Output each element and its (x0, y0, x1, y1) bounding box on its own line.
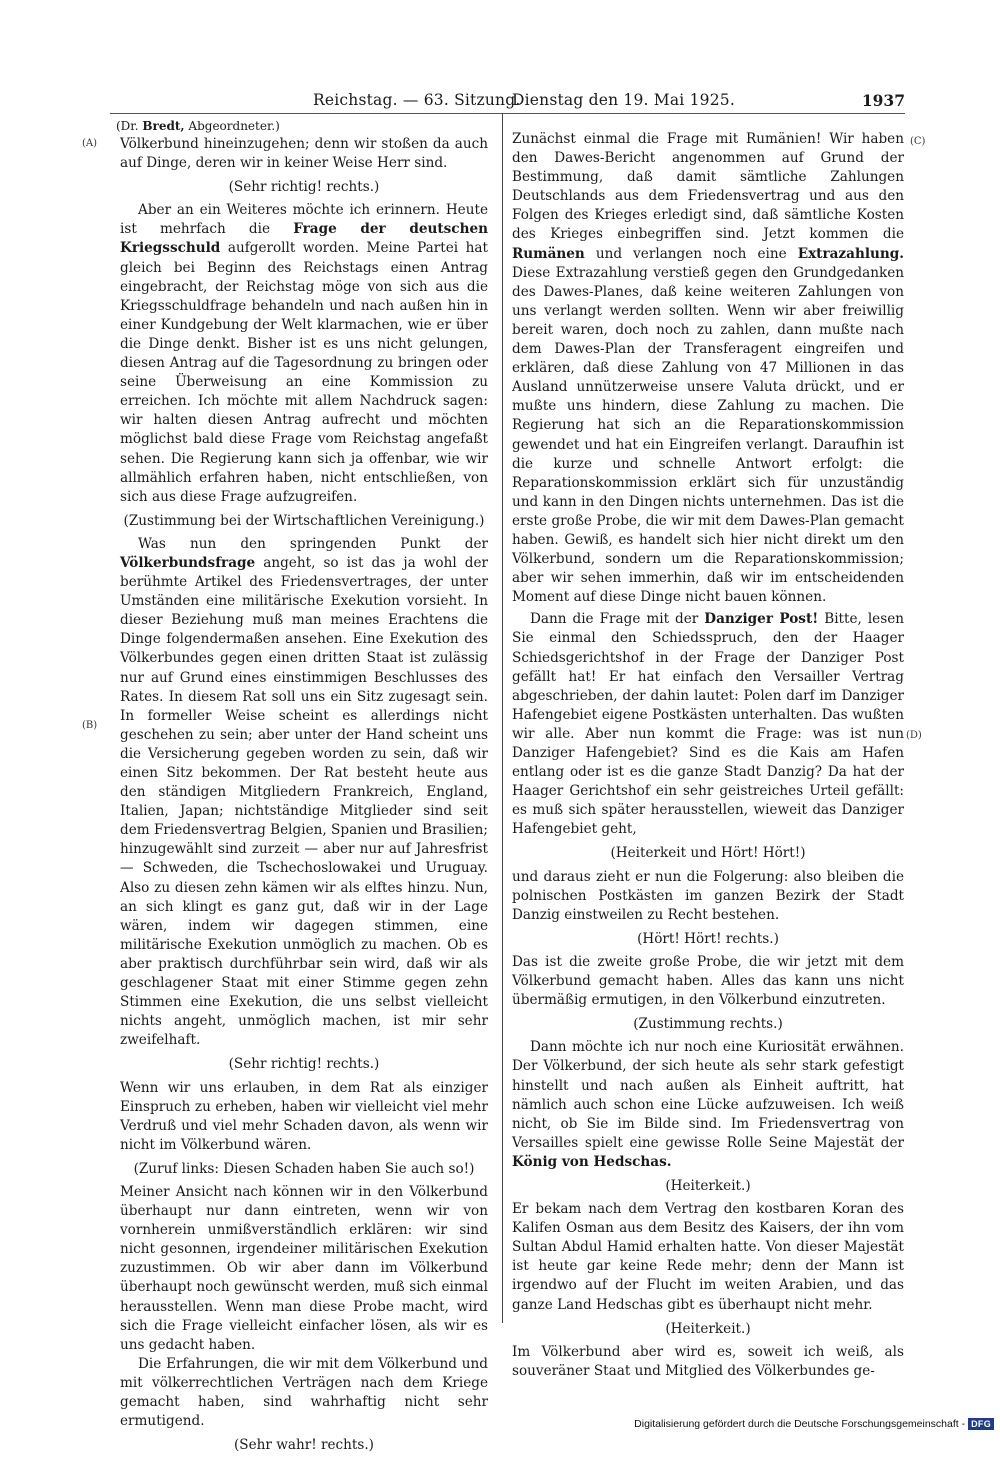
interjection: (Hört! Hört! rechts.) (637, 930, 779, 947)
page-number: 1937 (861, 91, 905, 110)
right-column (512, 130, 904, 1381)
bold-term: König von Hedschas. (512, 1153, 672, 1170)
speaker-line (116, 118, 488, 135)
bold-term: Frage der deutschen Kriegsschuld (120, 221, 489, 257)
paragraph: Er bekam nach dem Vertrag den kostbaren Koran des Kalifen Osman aus dem Besitz des Kaisers, der ihn vom Sultan Abdul Hamid erhalten hatte. Von dieser Majestät ist heute gar keine Rede mehr; denn der Mann ist irgendwo auf der Flucht im weiten Arabien, und das ganze Land Hedschas gibt es überhaupt nicht mehr. (512, 1201, 904, 1313)
margin-mark-c: (C) (910, 136, 926, 147)
left-column (116, 118, 489, 1459)
header-date: Dienstag den 19. Mai 1925. (512, 91, 735, 109)
column-divider (502, 113, 503, 1323)
speaker-prefix: (Dr. (116, 119, 139, 133)
interjection: (Zuruf links: Diesen Schaden haben Sie auch so!) (133, 1160, 475, 1177)
paragraph: Dann möchte ich nur noch eine Kuriosität erwähnen. Der Völkerbund, der sich heute als sehr stark gefestigt hinstellt und nach außen als Einheit auftritt, hat nämlich auch schon eine Lücke aufzuweisen. Ich weiß nicht, ob Sie im Bilde sind. Im Friedensvertrag von Versailles spielt eine gewisse Rolle Seine Majestät der König von Hedschas. (512, 1039, 904, 1170)
interjection: (Sehr wahr! rechts.) (234, 1437, 374, 1454)
paragraph: und daraus zieht er nun die Folgerung: also bleiben die polnischen Postkästen im ganzen Bezirk der Stadt Danzig einstweilen zu Recht bestehen. (512, 868, 904, 923)
paragraph: Aber an ein Weiteres möchte ich erinnern. Heute ist mehrfach die Frage der deutschen Kriegsschuld aufgerollt worden. Meine Partei hat gleich bei Beginn des Reichstags einen Antrag eingebracht, der Reichstag möge von sich aus die Kriegsschuldfrage behandeln und nach außen hin in einer Kundgebung der Welt klarmachen, wie er über die Dinge denkt. Bisher ist es uns nicht gelungen, diesen Antrag auf die Tagesordnung zu bringen oder seine Überweisung an eine Kommission zu erreichen. Ich möchte mit allem Nachdruck sagen: wir halten diesen Antrag aufrecht und möchten möglichst bald diese Frage vom Reichstag angefaßt sehen. Die Regierung kann sich ja offenbar, wie wir allmählich erfahren haben, nicht entschließen, von sich aus diese Frage aufzugreifen. (120, 202, 489, 505)
interjection: (Sehr richtig! rechts.) (228, 1056, 380, 1073)
paragraph: Was nun den springenden Punkt der Völkerbundsfrage angeht, so ist das ja wohl der berühmte Artikel des Friedensvertrages, der unter Umständen eine militärische Exekution vorsieht. In dieser Beziehung muß man meines Erachtens die Dinge folgendermaßen ansehen. Eine Exekution des Völkerbundes gegen einen dritten Staat ist zulässig nur auf Grund eines einstimmigen Beschlusses des Rates. In diesem Rat soll uns ein Sitz zugesagt sein. In formeller Weise scheint es allerdings nicht geschehen zu sein; aber unter der Hand scheint uns die Versicherung gegeben worden zu sein, daß wir einen Sitz bekommen. Der Rat besteht heute aus den ständigen Mitgliedern Frankreich, England, Italien, Japan; nichtständige Mitglieder sind seit dem Friedensvertrag Belgien, Spanien und Brasilien; hinzugewählt sind zurzeit — aber nur auf Jahresfrist — Schweden, die Tschechoslowakei und Uruguay. Also zu diesen zehn kämen wir als elftes hinzu. Nun, an sich klingt es ganz gut, daß wir in der Lage wären, indem wir dagegen stimmen, eine militärische Exekution unmöglich zu machen. Ob es aber praktisch durchführbar sein wird, daß wir als geschlagener Staat mit einer Stimme gegen zehn Stimmen eine Exekution, die uns selbst vielleicht nichts angeht, unmöglich machen, ist mir sehr zweifelhaft. (120, 535, 488, 1049)
paragraph: Meiner Ansicht nach können wir in den Völkerbund überhaupt nur dann eintreten, wenn wir von vornherein unmißverständlich erklären: wir sind nicht gesonnen, irgendeiner militärischen Exekution zuzustimmen. Ob wir aber dann im Völkerbund überhaupt noch gewünscht werden, muß sich einmal herausstellen. Wenn man diese Probe macht, wird sich die Frage vielleicht einfacher lösen, als wir es uns gedacht haben. (120, 1183, 488, 1353)
bold-term: Extrazahlung. (797, 245, 905, 262)
digitization-footer (634, 1418, 994, 1430)
dfg-logo: DFG (968, 1418, 994, 1430)
paragraph: Zunächst einmal die Frage mit Rumänien! Wir haben den Dawes-Bericht angenommen auf Grund der Bestimmung, daß damit sämtliche Zahlungen Deutschlands aus dem Friedensvertrag und aus den Folgen des Krieges erledigt sind, daß sämtliche Kosten des Krieges einbegriffen sind. Jetzt kommen die Rumänen und verlangen noch eine Extrazahlung. Diese Extrazahlung verstieß gegen den Grundgedanken des Dawes-Planes, daß keine weiteren Zahlungen von uns verlangt werden sollten. Wenn wir aber freiwillig bereit waren, doch noch zu zahlen, dann mußte nach dem Dawes-Plan der Transferagent eingreifen und erklären, daß diese Zahlung von 47 Millionen in das Ausland unnützerweise unsere Valuta drückt, und er mußte uns hindern, diese Zahlung zu machen. Die Regierung hat sich an die Reparationskommission gewendet und hat ein Eingreifen verlangt. Daraufhin ist die kurze und schnelle Antwort erfolgt: die Reparationskommission erklärt sich für unzuständig und kann in den Dingen nichts unternehmen. Das ist die erste große Probe, die wir mit dem Dawes-Plan gemacht haben. Gewiß, es handelt sich hier nicht direkt um den Völkerbund, sondern um die Reparationskommission; aber wir sehen immerhin, daß wir im entscheidenden Moment auf diese Dinge nicht bauen können. (512, 131, 905, 606)
paragraph: Wenn wir uns erlauben, in dem Rat als einziger Einspruch zu erheben, haben wir vielleicht viel mehr Verdruß und viel mehr Schaden davon, als wenn wir nicht im Völkerbund wären. (120, 1079, 488, 1153)
margin-mark-d: (D) (906, 730, 922, 741)
bold-term: Danziger Post! (704, 611, 819, 628)
interjection: (Heiterkeit.) (665, 1177, 751, 1194)
interjection: (Zustimmung bei der Wirtschaftlichen Vereinigung.) (123, 512, 485, 529)
interjection: (Sehr richtig! rechts.) (228, 179, 380, 196)
bold-term: Rumänen (512, 245, 585, 262)
speaker-role: Abgeordneter.) (188, 119, 280, 133)
header-session: Reichstag. — 63. Sitzung. (313, 91, 521, 109)
interjection: (Heiterkeit und Hört! Hört!) (610, 845, 806, 862)
paragraph: Völkerbund hineinzugehen; denn wir stoßen da auch auf Dinge, deren wir in keiner Weise Herr sind. (120, 136, 488, 172)
paragraph: Dann die Frage mit der Danziger Post! Bitte, lesen Sie einmal den Schiedsspruch, den der Haager Schiedsgerichtshof in der Frage der Danziger Post gefällt hat! Er hat einfach den Versailler Vertrag abgeschrieben, der dahin lautet: Polen darf im Danziger Hafengebiet eigene Postkästen unterhalten. Das wußten wir alle. Aber nun kommt die Frage: was ist nun Danziger Hafengebiet? Sind es die Kais am Hafen entlang oder ist es die ganze Stadt Danzig? Da hat der Haager Gerichtshof ein sehr geistreiches Urteil gefällt: es muß sich später herausstellen, wieweit das Danziger Hafengebiet geht, (512, 611, 904, 838)
speaker-name: Bredt, (142, 119, 185, 133)
bold-term: Völkerbundsfrage (120, 554, 256, 571)
running-header (110, 91, 905, 114)
paragraph: Die Erfahrungen, die wir mit dem Völkerbund und mit völkerrechtlichen Verträgen nach dem Kriege gemacht haben, sind wahrhaftig nicht sehr ermutigend. (120, 1355, 488, 1430)
margin-mark-b: (B) (82, 720, 98, 731)
paragraph: Das ist die zweite große Probe, die wir jetzt mit dem Völkerbund gemacht haben. Alles das kann uns nicht übermäßig ermutigen, in den Völkerbund einzutreten. (512, 953, 904, 1009)
paragraph: Im Völkerbund aber wird es, soweit ich weiß, als souveräner Staat und Mitglied des Völkerbundes ge- (512, 1343, 904, 1379)
margin-mark-a: (A) (82, 138, 98, 149)
interjection: (Heiterkeit.) (665, 1320, 751, 1337)
footer-text: Digitalisierung gefördert durch die Deutsche Forschungsgemeinschaft - (634, 1418, 966, 1430)
interjection: (Zustimmung rechts.) (633, 1016, 783, 1033)
